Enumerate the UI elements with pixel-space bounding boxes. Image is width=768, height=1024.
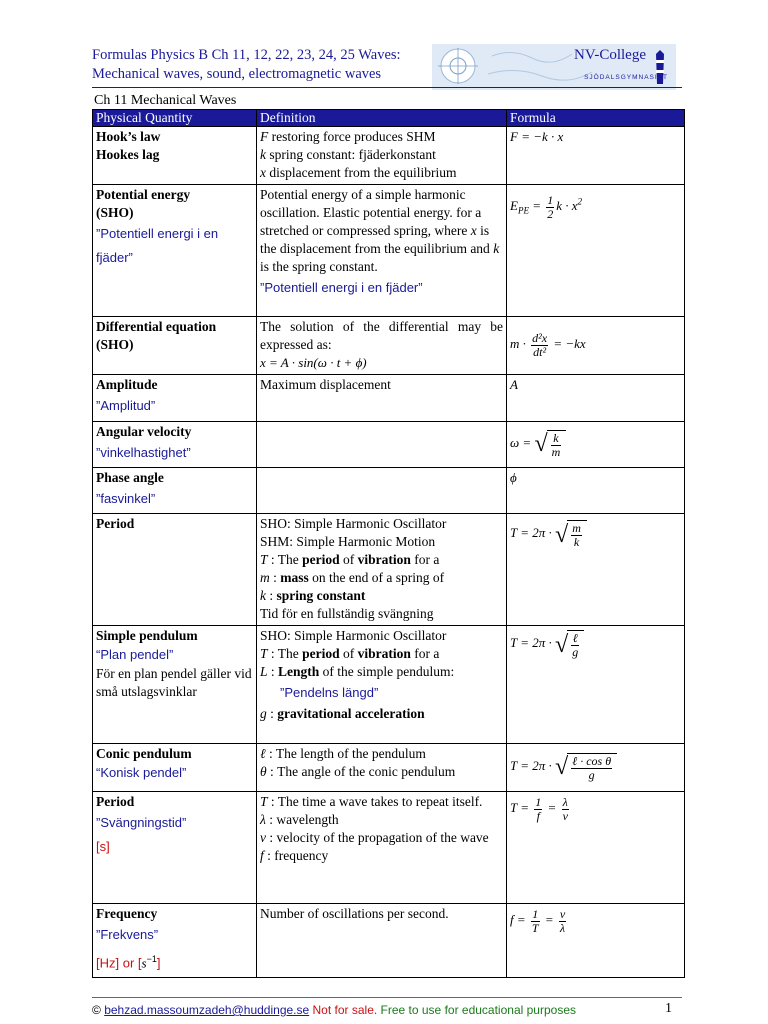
symbol: L — [260, 664, 268, 679]
radicand — [547, 430, 567, 459]
definition-text: of — [339, 552, 358, 567]
quantity-name: Hook’s law — [96, 129, 161, 144]
definition-cell — [257, 468, 507, 514]
footer-divider — [92, 997, 682, 998]
swedish-term: ”Svängningstid” — [96, 815, 187, 830]
symbol: F — [260, 129, 269, 144]
definition-line — [260, 793, 503, 811]
author-email-link[interactable]: behzad.massoumzadeh@huddinge.se — [104, 1003, 310, 1017]
document-header — [92, 46, 432, 84]
formula-cell — [507, 375, 685, 422]
definition-text: : — [266, 588, 277, 603]
definition-line — [260, 763, 503, 781]
quantity-cell — [93, 468, 257, 514]
table-row-potential-energy — [93, 185, 685, 317]
definition-text: : — [269, 570, 281, 585]
definition-text: Potential energy of a simple harmonic oscillation. Elastic potential energy. for a stretched or compressed spring, where — [260, 187, 482, 238]
definition-cell — [257, 422, 507, 468]
fraction-numerator: λ — [562, 795, 568, 809]
formula-superscript: 2 — [577, 197, 583, 207]
quantity-name: Potential energy — [96, 187, 191, 202]
swedish-term: ”Potentiell energi i en fjäder” — [260, 280, 423, 295]
symbol: v — [260, 830, 266, 845]
header-title-line1: Formulas Physics B Ch 11, 12, 22, 23, 24, 25 Waves: — [92, 47, 401, 63]
formula: ϕ — [510, 470, 517, 485]
formula-lhs: f = — [510, 912, 529, 928]
definition-cell — [257, 375, 507, 422]
formula-cell — [507, 422, 685, 468]
quantity-name: Phase angle — [96, 470, 164, 485]
symbol: m — [260, 570, 270, 585]
fraction — [546, 194, 554, 221]
formula — [510, 192, 583, 221]
quantity-name: Amplitude — [96, 377, 158, 392]
column-header-definition: Definition — [257, 110, 507, 127]
table-row-frequency — [93, 904, 685, 978]
table-row-amplitude — [93, 375, 685, 422]
formula — [510, 521, 587, 549]
swedish-term: ”vinkelhastighet” — [96, 445, 191, 460]
quantity-name: Conic pendulum — [96, 746, 192, 761]
definition-line — [260, 551, 503, 569]
fraction — [559, 908, 566, 935]
definition-text: : The — [267, 646, 303, 661]
radicand — [567, 630, 584, 659]
formula-equals: = — [541, 912, 557, 928]
formula-cell — [507, 514, 685, 626]
symbol: θ — [260, 764, 267, 779]
definition-line — [260, 128, 503, 146]
table-row-wave-period — [93, 792, 685, 904]
quantity-cell — [93, 626, 257, 744]
unit-label: [s] — [96, 839, 110, 854]
unit-text: [Hz] or [ — [96, 955, 142, 971]
quantity-name-swedish: Hookes lag — [96, 147, 160, 162]
definition-line — [260, 829, 503, 847]
formula-cell — [507, 744, 685, 792]
definition-cell — [257, 514, 507, 626]
swedish-term: “Plan pendel” — [96, 647, 174, 662]
definition-text: : The length of the pendulum — [265, 746, 426, 761]
fraction-numerator: v — [559, 907, 566, 921]
fraction-denominator: f — [536, 809, 540, 823]
page-number: 1 — [665, 1001, 672, 1016]
definition-bold: period — [302, 552, 340, 567]
formula — [510, 907, 568, 935]
definition-text: : The — [267, 552, 303, 567]
definition-text: displacement from the equilibrium — [266, 165, 457, 180]
quantity-cell — [93, 422, 257, 468]
quantity-name-suffix: (SHO) — [96, 205, 134, 220]
definition-text: is the displacement from the equilibrium and — [260, 223, 494, 256]
unit-label — [96, 947, 253, 975]
table-row-angular-velocity — [93, 422, 685, 468]
formula-cell — [507, 468, 685, 514]
fraction-denominator: k — [573, 535, 580, 549]
symbol: x — [260, 165, 266, 180]
root-sign: √ — [555, 754, 569, 780]
unit-symbol: s — [141, 955, 147, 971]
definition-cell — [257, 626, 507, 744]
definition-text: Number of oscillations per second. — [260, 906, 449, 921]
definition-text: : — [267, 664, 279, 679]
fraction — [562, 796, 569, 823]
table-row-differential-equation — [93, 317, 685, 375]
quantity-cell — [93, 514, 257, 626]
definition-formula: x = A · sin(ω · t + ϕ) — [260, 355, 367, 370]
symbol: k — [493, 241, 500, 256]
formula — [510, 430, 566, 459]
unit-text: ] — [156, 955, 161, 971]
quantity-name: Simple pendulum — [96, 628, 198, 643]
quantity-cell — [93, 127, 257, 185]
symbol: k — [260, 588, 266, 603]
fraction-denominator: dt² — [533, 344, 547, 359]
radicand — [567, 753, 617, 782]
quantity-cell — [93, 744, 257, 792]
formula: A — [510, 377, 518, 392]
table-row-hookes-law — [93, 127, 685, 185]
formula: F = −k · x — [510, 129, 564, 144]
formula-lhs: m · — [510, 335, 530, 351]
fraction-numerator: d²x — [532, 330, 548, 345]
definition-text: : frequency — [263, 848, 329, 863]
not-for-sale-notice: Not for sale. — [309, 1003, 378, 1017]
definition-text: spring constant: fjäderkonstant — [266, 147, 436, 162]
formula-table — [92, 109, 685, 978]
formula-subscript: PE — [517, 205, 529, 216]
fraction-numerator: 1 — [535, 795, 542, 809]
definition-line: SHO: Simple Harmonic Oscillator — [260, 628, 447, 643]
swedish-term: ”Pendelns längd” — [280, 685, 379, 700]
fraction-denominator: g — [588, 767, 595, 782]
definition-cell — [257, 317, 507, 375]
formula — [510, 330, 586, 359]
symbol: f — [260, 848, 264, 863]
formula-lhs: ω = — [510, 434, 535, 450]
formula-lhs: E — [510, 198, 518, 214]
quantity-cell — [93, 904, 257, 978]
formula-cell — [507, 185, 685, 317]
logo-subtitle: SJÖDALSGYMNASIET — [584, 74, 668, 81]
definition-text: : — [266, 706, 278, 721]
table-row-conic-pendulum — [93, 744, 685, 792]
symbol: ℓ — [260, 746, 266, 761]
swedish-term: ”Amplitud” — [96, 398, 156, 413]
fraction-denominator: m — [551, 444, 561, 459]
definition-line — [260, 587, 503, 605]
fraction-numerator: m — [572, 521, 581, 535]
fraction-denominator: 2 — [547, 206, 554, 221]
column-header-formula: Formula — [507, 110, 685, 127]
unit-exponent: −1 — [146, 954, 157, 964]
quantity-cell — [93, 375, 257, 422]
fraction — [531, 908, 540, 935]
definition-text: : The time a wave takes to repeat itself. — [267, 794, 483, 809]
symbol: k — [260, 147, 266, 162]
fraction-denominator: λ — [559, 921, 566, 935]
definition-cell — [257, 185, 507, 317]
fraction — [571, 632, 579, 659]
table-row-phase-angle — [93, 468, 685, 514]
formula-cell — [507, 792, 685, 904]
quantity-cell — [93, 317, 257, 375]
quantity-cell — [93, 185, 257, 317]
formula-equals: = — [528, 198, 545, 214]
formula-lhs: T = 2π · — [510, 635, 556, 651]
school-logo — [432, 44, 676, 90]
fraction-denominator: g — [572, 645, 579, 659]
formula-rhs: k · x — [556, 198, 578, 214]
definition-line: Tid för en fullständig svängning — [260, 606, 434, 621]
fraction — [571, 522, 582, 549]
definition-line — [260, 569, 503, 587]
quantity-name: Differential equation — [96, 319, 217, 334]
formula-cell — [507, 317, 685, 375]
definition-text: is the spring constant. — [260, 259, 378, 274]
quantity-name: Angular velocity — [96, 424, 192, 439]
header-title-line2: Mechanical waves, sound, electromagnetic waves — [92, 66, 382, 82]
definition-bold: mass — [280, 570, 309, 585]
formula — [510, 753, 617, 782]
formula-lhs: T = — [510, 800, 533, 816]
table-row-simple-pendulum — [93, 626, 685, 744]
definition-bold: vibration — [357, 646, 411, 661]
quantity-cell — [93, 792, 257, 904]
root-sign: √ — [555, 631, 569, 658]
table-row-period — [93, 514, 685, 626]
fraction-numerator: k — [551, 432, 562, 446]
logo-name: NV-College — [574, 47, 646, 63]
definition-bold: gravitational acceleration — [277, 706, 425, 721]
fraction — [534, 796, 542, 823]
fraction-denominator: v — [562, 809, 568, 823]
fraction — [571, 755, 612, 782]
symbol: x — [470, 223, 477, 238]
root-sign: √ — [555, 521, 569, 548]
copyright-symbol: © — [92, 1003, 105, 1017]
definition-cell — [257, 904, 507, 978]
definition-text: of the simple pendulum: — [319, 664, 455, 679]
symbol: T — [260, 552, 268, 567]
formula — [510, 795, 571, 823]
definition-line: SHM: Simple Harmonic Motion — [260, 534, 436, 549]
formula-lhs: T = 2π · — [510, 757, 556, 773]
definition-text: of — [339, 646, 358, 661]
fraction-numerator: ℓ — [572, 631, 578, 645]
formula-cell — [507, 127, 685, 185]
fraction-denominator: T — [531, 921, 539, 935]
definition-text: for a — [410, 552, 440, 567]
square-root — [534, 430, 566, 459]
symbol: T — [260, 646, 268, 661]
formula-cell — [507, 626, 685, 744]
fraction-numerator: 1 — [532, 907, 539, 921]
section-title: Ch 11 Mechanical Waves — [94, 93, 237, 108]
quantity-name-suffix: (SHO) — [96, 337, 134, 352]
definition-line — [260, 811, 503, 829]
definition-text: : The angle of the conic pendulum — [266, 764, 456, 779]
symbol: g — [260, 706, 267, 721]
usage-notice: Free to use for educational purposes — [377, 1003, 576, 1017]
definition-line: SHO: Simple Harmonic Oscillator — [260, 516, 447, 531]
definition-cell — [257, 127, 507, 185]
square-root — [555, 520, 587, 549]
definition-line — [260, 645, 503, 663]
definition-text: for a — [410, 646, 440, 661]
formula-cell — [507, 904, 685, 978]
quantity-name: Period — [96, 516, 135, 531]
swedish-term: ”Potentiell energi i en fjäder” — [96, 226, 219, 265]
symbol: λ — [260, 812, 266, 827]
definition-text: restoring force produces SHM — [268, 129, 436, 144]
definition-cell — [257, 792, 507, 904]
swedish-term: ”Frekvens” — [96, 927, 159, 942]
definition-line — [260, 164, 503, 182]
root-sign: √ — [534, 431, 548, 457]
definition-text: The solution of the differential may be expressed as: — [260, 319, 503, 352]
square-root — [555, 630, 584, 659]
quantity-name: Period — [96, 794, 135, 809]
fraction-numerator: ℓ · cos θ — [572, 753, 612, 768]
page-footer — [92, 1003, 682, 1017]
definition-text: : wavelength — [265, 812, 339, 827]
fraction — [531, 332, 548, 359]
swedish-term: “Konisk pendel” — [96, 765, 187, 780]
square-root — [555, 753, 617, 782]
definition-line — [260, 745, 503, 763]
symbol: T — [260, 794, 268, 809]
definition-bold: vibration — [357, 552, 411, 567]
column-header-quantity: Physical Quantity — [93, 110, 257, 127]
definition-text: : velocity of the propagation of the wave — [266, 830, 489, 845]
formula-lhs: T = 2π · — [510, 525, 556, 541]
definition-text: Maximum displacement — [260, 377, 391, 392]
header-divider — [92, 87, 682, 88]
definition-cell — [257, 744, 507, 792]
definition-bold: Length — [278, 664, 320, 679]
quantity-note: För en plan pendel gäller vid små utslagsvinklar — [96, 666, 252, 699]
definition-line — [260, 847, 503, 865]
swedish-term: ”fasvinkel” — [96, 491, 156, 506]
table-header-row — [93, 110, 685, 127]
formula — [510, 631, 584, 659]
definition-line — [260, 663, 503, 681]
fraction — [551, 432, 562, 459]
definition-bold: period — [302, 646, 340, 661]
quantity-name: Frequency — [96, 906, 158, 921]
definition-line — [260, 146, 503, 164]
definition-bold: spring constant — [276, 588, 366, 603]
fraction-numerator: 1 — [547, 192, 554, 207]
radicand — [567, 520, 587, 549]
formula-rhs: = −kx — [550, 335, 586, 351]
definition-line — [260, 705, 503, 723]
formula-equals: = — [544, 800, 560, 816]
definition-text: on the end of a spring of — [308, 570, 445, 585]
